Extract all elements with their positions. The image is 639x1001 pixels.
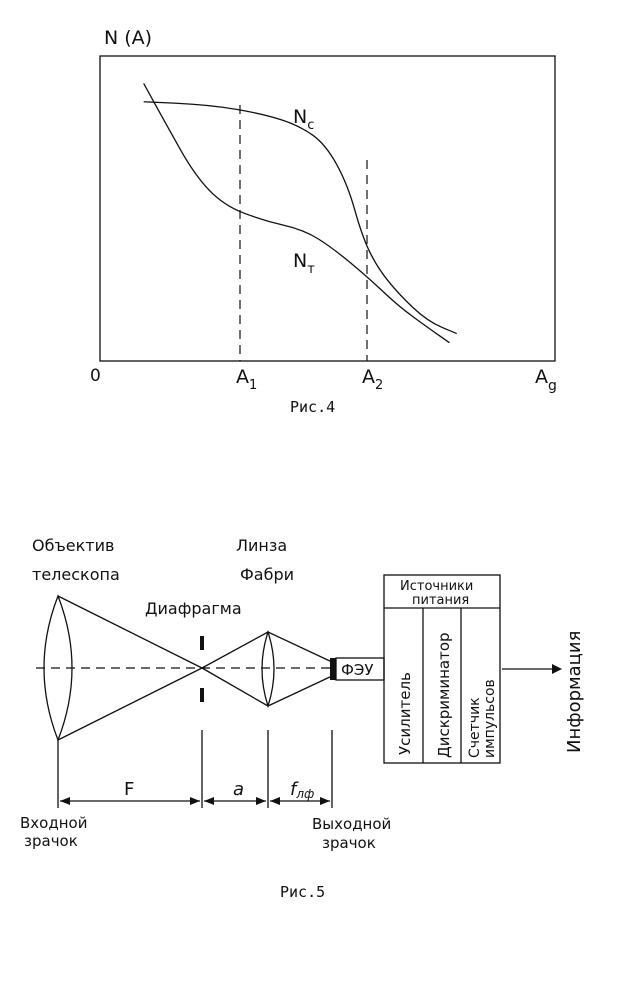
diaphragm-lower xyxy=(200,688,204,702)
diaphragm-upper xyxy=(200,636,204,650)
dim-flf-label: fлф xyxy=(290,779,315,801)
ray-upper-3 xyxy=(268,632,332,662)
ray-lower-2 xyxy=(202,668,268,706)
dim-a-arrow-left xyxy=(204,797,214,805)
dim-f-arrow-left xyxy=(60,797,70,805)
a1-tick-label: $A_1$ xyxy=(236,366,258,393)
amplifier-label: Усилитель xyxy=(396,672,414,755)
dim-flf-arrow-left xyxy=(270,797,280,805)
dim-f-arrow-right xyxy=(190,797,200,805)
curve-nc xyxy=(144,102,457,334)
a2-tick-label: $A_2$ xyxy=(362,366,384,393)
dim-a-arrow-right xyxy=(256,797,266,805)
y-axis-label: N (A) xyxy=(104,27,153,49)
origin-label: 0 xyxy=(90,366,101,386)
figure-5 xyxy=(20,536,585,901)
exit-pupil-label-1: Выходной xyxy=(312,815,392,833)
ray-lower-1 xyxy=(58,668,202,740)
figure-5-caption: Рис.5 xyxy=(280,883,326,901)
entrance-pupil-label-1: Входной xyxy=(20,814,88,832)
ray-upper-2 xyxy=(202,632,268,668)
info-label: Информация xyxy=(564,630,585,753)
objective-label-2: телескопа xyxy=(32,565,120,584)
fabry-lens xyxy=(262,632,274,706)
plot-frame xyxy=(100,56,555,361)
info-arrow-head xyxy=(552,664,562,674)
counter-label-2: импульсов xyxy=(482,679,498,758)
entrance-pupil-label-2: зрачок xyxy=(24,832,78,850)
objective-label-1: Объектив xyxy=(32,536,115,555)
curve-nc-label: $N_c$ xyxy=(293,106,315,133)
fabry-label-1: Линза xyxy=(236,536,288,555)
exit-pupil-block xyxy=(330,658,336,680)
counter-label-1: Счетчик xyxy=(467,697,483,758)
figure-4 xyxy=(90,27,557,416)
power-label-1: Источники xyxy=(400,579,474,594)
figure-4-caption: Рис.4 xyxy=(290,398,336,416)
fabry-label-2: Фабри xyxy=(240,565,294,584)
ray-lower-3 xyxy=(268,676,332,706)
ag-tick-label: $A_g$ xyxy=(535,366,557,394)
discriminator-label: Дискриминатор xyxy=(435,632,453,758)
dim-f-label: F xyxy=(124,779,135,800)
curve-nt-label: $N_т$ xyxy=(293,250,315,277)
pmt-label: ФЭУ xyxy=(341,661,374,679)
dim-flf-arrow-right xyxy=(320,797,330,805)
dim-a-label: a xyxy=(233,779,245,800)
exit-pupil-label-2: зрачок xyxy=(322,834,376,852)
power-label-2: питания xyxy=(412,593,470,608)
diaphragm-label: Диафрагма xyxy=(145,599,242,618)
